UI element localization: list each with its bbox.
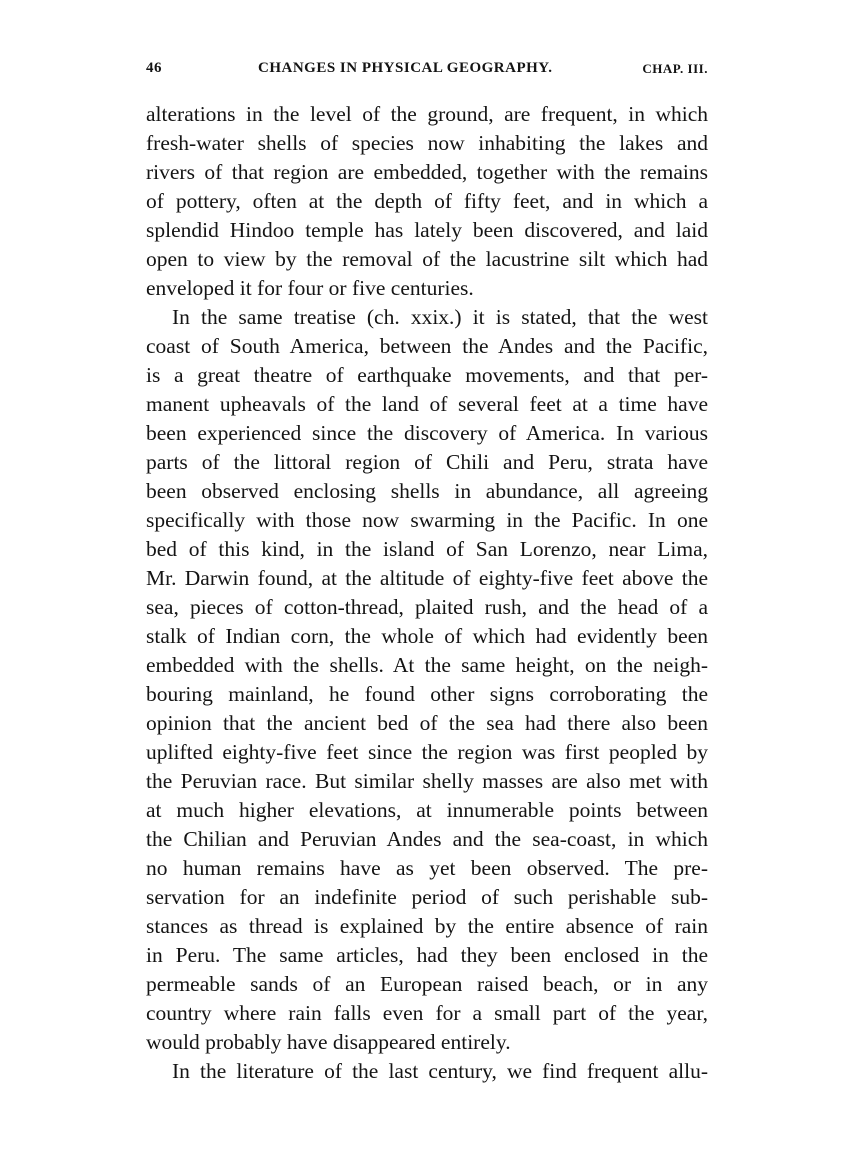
- text-line: alterations in the level of the ground, are frequent, in which: [146, 102, 708, 126]
- text-line: been observed enclosing shells in abundance, all agreeing: [146, 479, 708, 503]
- text-line: the Peruvian race. But similar shelly masses are also met with: [146, 769, 708, 793]
- text-line: splendid Hindoo temple has lately been discovered, and laid: [146, 218, 708, 242]
- text-line: stances as thread is explained by the entire absence of rain: [146, 914, 708, 938]
- text-line: country where rain falls even for a small part of the year,: [146, 1001, 708, 1025]
- text-line: embedded with the shells. At the same height, on the neigh-: [146, 653, 708, 677]
- text-line: Mr. Darwin found, at the altitude of eighty-five feet above the: [146, 566, 708, 590]
- body-text: [146, 100, 708, 1086]
- text-line: servation for an indefinite period of such perishable sub-: [146, 885, 708, 909]
- text-line: parts of the littoral region of Chili and Peru, strata have: [146, 450, 708, 474]
- text-line: fresh-water shells of species now inhabiting the lakes and: [146, 131, 708, 155]
- paragraph-start-line: In the literature of the last century, we find frequent allu-: [172, 1059, 708, 1083]
- text-line: coast of South America, between the Andes and the Pacific,: [146, 334, 708, 358]
- text-line: specifically with those now swarming in the Pacific. In one: [146, 508, 708, 532]
- text-line: uplifted eighty-five feet since the region was first peopled by: [146, 740, 708, 764]
- text-line: at much higher elevations, at innumerable points between: [146, 798, 708, 822]
- text-line: of pottery, often at the depth of fifty feet, and in which a: [146, 189, 708, 213]
- text-line: bed of this kind, in the island of San Lorenzo, near Lima,: [146, 537, 708, 561]
- text-line: enveloped it for four or five centuries.: [146, 276, 474, 300]
- chapter-label: CHAP. III.: [642, 61, 708, 76]
- text-line: is a great theatre of earthquake movements, and that per-: [146, 363, 708, 387]
- running-head: [146, 60, 708, 84]
- text-line: been experienced since the discovery of America. In various: [146, 421, 708, 445]
- page-number: 46: [146, 60, 162, 76]
- text-line: bouring mainland, he found other signs corroborating the: [146, 682, 708, 706]
- text-line: sea, pieces of cotton-thread, plaited rush, and the head of a: [146, 595, 708, 619]
- paragraph-start-line: In the same treatise (ch. xxix.) it is stated, that the west: [172, 305, 708, 329]
- text-line: opinion that the ancient bed of the sea had there also been: [146, 711, 708, 735]
- running-title: CHANGES IN PHYSICAL GEOGRAPHY.: [258, 60, 553, 76]
- text-line: manent upheavals of the land of several feet at a time have: [146, 392, 708, 416]
- text-line: permeable sands of an European raised beach, or in any: [146, 972, 708, 996]
- text-line: stalk of Indian corn, the whole of which had evidently been: [146, 624, 708, 648]
- text-line: open to view by the removal of the lacustrine silt which had: [146, 247, 708, 271]
- text-line: rivers of that region are embedded, together with the remains: [146, 160, 708, 184]
- text-line: in Peru. The same articles, had they been enclosed in the: [146, 943, 708, 967]
- text-line: would probably have disappeared entirely.: [146, 1030, 511, 1054]
- text-line: the Chilian and Peruvian Andes and the sea-coast, in which: [146, 827, 708, 851]
- text-line: no human remains have as yet been observed. The pre-: [146, 856, 708, 880]
